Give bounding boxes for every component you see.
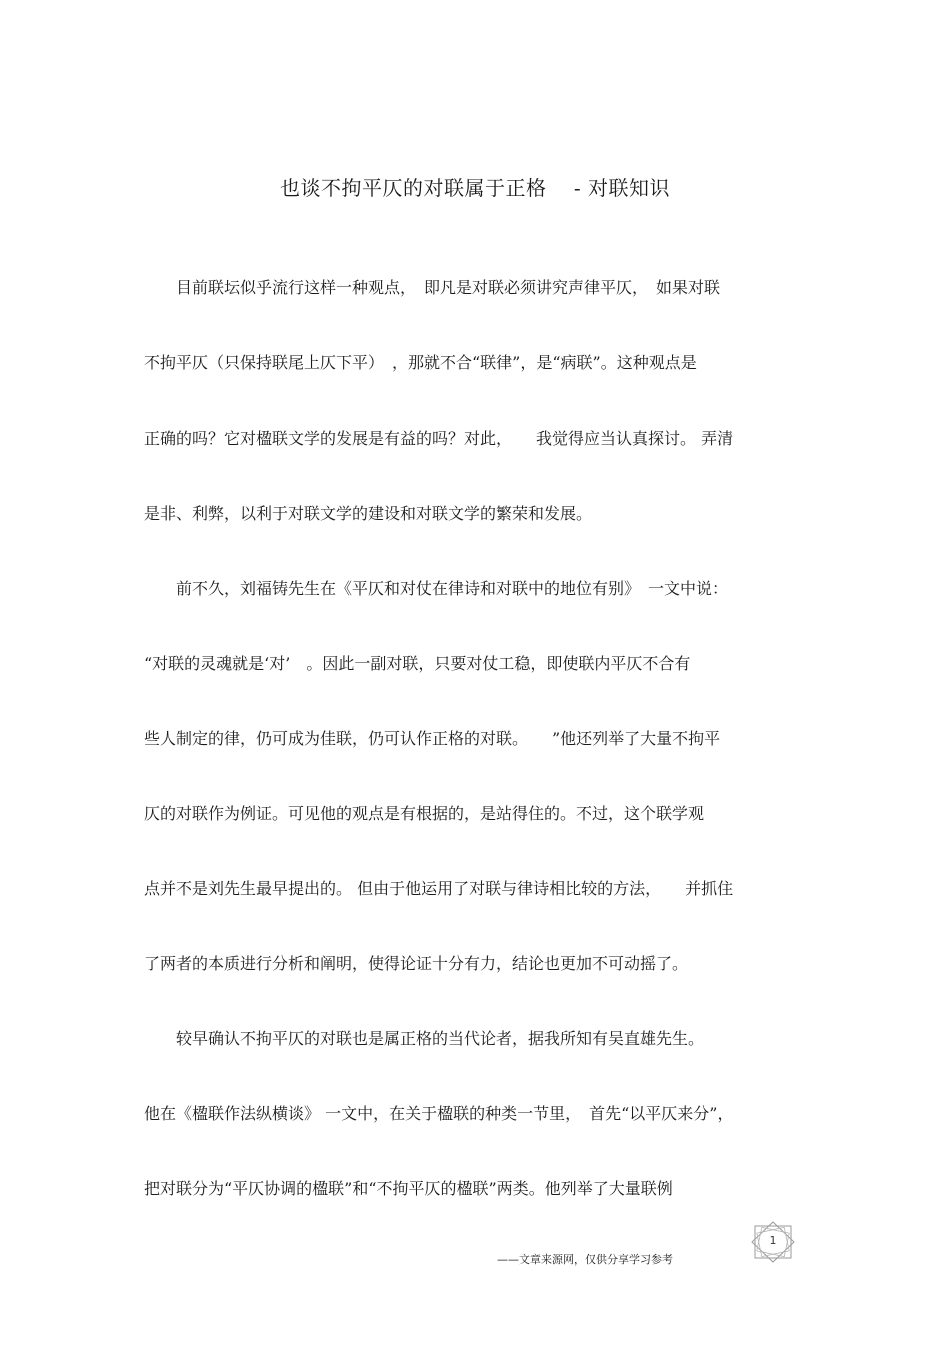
body-line: 把对联分为“平仄协调的楹联”和“不拘平仄的楹联”两类。他列举了大量联例	[144, 1179, 673, 1198]
page-number-badge	[749, 1221, 797, 1263]
body-line: 目前联坛似乎流行这样一种观点， 即凡是对联必须讲究声律平仄， 如果对联	[144, 278, 721, 297]
footer-source-note: ——文章来源网，仅供分享学习参考	[497, 1253, 673, 1266]
body-line: 较早确认不拘平仄的对联也是属正格的当代论者，据我所知有吴直雄先生。	[144, 1029, 705, 1048]
body-line: 了两者的本质进行分析和阐明，使得论证十分有力，结论也更加不可动摇了。	[144, 954, 689, 973]
body-line: 点并不是刘先生最早提出的。 但由于他运用了对联与律诗相比较的方法， 并抓住	[144, 879, 734, 898]
body-line: 仄的对联作为例证。可见他的观点是有根据的，是站得住的。不过，这个联学观	[144, 804, 705, 823]
document-title: 也谈不拘平仄的对联属于正格 - 对联知识	[280, 176, 670, 200]
body-line: 正确的吗？它对楹联文学的发展是有益的吗？对此， 我觉得应当认真探讨。 弄清	[144, 429, 734, 448]
body-line: 他在《楹联作法纵横谈》 一文中，在关于楹联的种类一节里， 首先“以平仄来分”，	[144, 1104, 734, 1123]
body-line: 些人制定的律，仍可成为佳联，仍可认作正格的对联。 ”他还列举了大量不拘平	[144, 729, 721, 748]
page-number: 1	[769, 1234, 777, 1247]
body-line: 前不久，刘福铸先生在《平仄和对仗在律诗和对联中的地位有别》 一文中说：	[144, 579, 729, 598]
body-line: 是非、利弊，以利于对联文学的建设和对联文学的繁荣和发展。	[144, 504, 593, 523]
body-line: “对联的灵魂就是‘对’ 。因此一副对联，只要对仗工稳，即使联内平仄不合有	[144, 654, 691, 673]
body-line: 不拘平仄（只保持联尾上仄下平） ，那就不合“联律”，是“病联”。这种观点是	[144, 353, 697, 372]
